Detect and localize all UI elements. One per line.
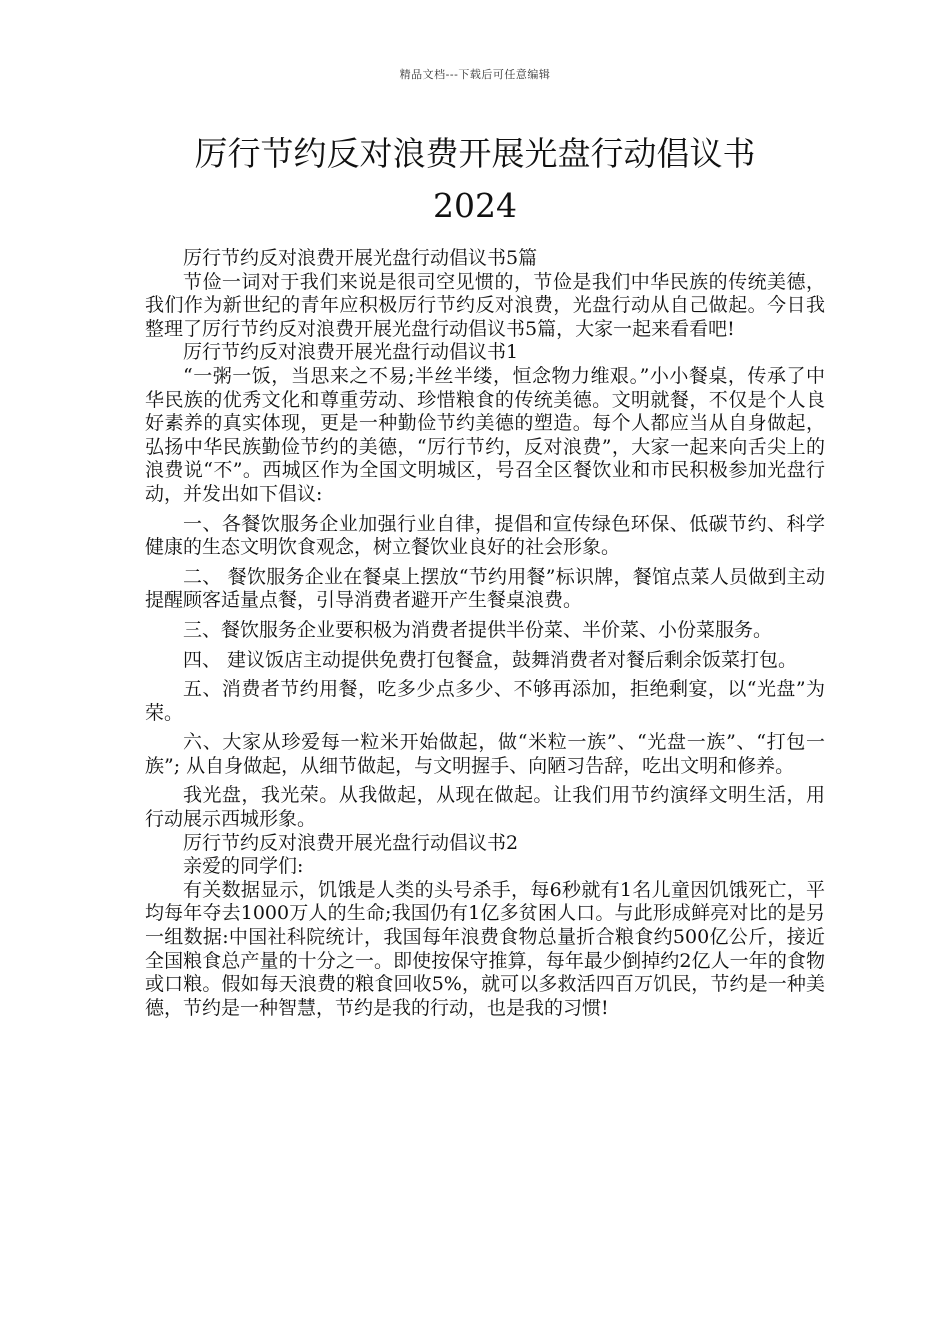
paragraph-heading: 厉行节约反对浪费开展光盘行动倡议书5篇 — [183, 247, 538, 269]
proposal-item-6: 六、大家从珍爱每一粒米开始做起，做“米粒一族”、“光盘一族”、“打包一族”; 从自身做起，从细节做起，与文明握手、向陋习告辞，吃出文明和修养。 — [145, 731, 825, 777]
header-note: 精品文档---下载后可任意编辑 — [399, 68, 551, 81]
paragraph: “一粥一饭，当思来之不易;半丝半缕，恒念物力维艰。”小小餐桌，传承了中华民族的优秀文化和尊重劳动、珍惜粮食的传统美德。文明就餐，不仅是个人良好素养的真实体现，更是一种勤俭节约美德的塑造。每个人都应当从自身做起，弘扬中华民族勤俭节约的美德，“厉行节约，反对浪费”，大家一起来向舌尖上的浪费说“不”。西城区作为全国文明城区，号召全区餐饮业和市民积极参加光盘行动，并发出如下倡议: — [145, 364, 825, 505]
document-body — [145, 247, 825, 1020]
paragraph-closing: 我光盘，我光荣。从我做起，从现在做起。让我们用节约演绎文明生活，用行动展示西城形象。 — [145, 784, 825, 831]
title-line-1: 厉行节约反对浪费开展光盘行动倡议书 — [194, 134, 756, 173]
section-heading-2: 厉行节约反对浪费开展光盘行动倡议书2 — [183, 831, 519, 854]
salutation: 亲爱的同学们: — [183, 855, 304, 878]
document-title — [100, 128, 850, 232]
proposal-item-4: 四、 建议饭店主动提供免费打包餐盒，鼓舞消费者对餐后剩余饭菜打包。 — [183, 648, 798, 671]
proposal-item-1: 一、各餐饮服务企业加强行业自律，提倡和宣传绿色环保、低碳节约、科学健康的生态文明饮食观念，树立餐饮业良好的社会形象。 — [145, 512, 825, 559]
proposal-item-2: 二、 餐饮服务企业在餐桌上摆放“节约用餐”标识牌，餐馆点菜人员做到主动提醒顾客适量点餐，引导消费者避开产生餐桌浪费。 — [145, 565, 825, 612]
paragraph: 有关数据显示，饥饿是人类的头号杀手，每6秒就有1名儿童因饥饿死亡，平均每年夺去1000万人的生命;我国仍有1亿多贫困人口。与此形成鲜亮对比的是另一组数据:中国社科院统计，我国每年浪费食物总量折合粮食约500亿公斤，接近全国粮食总产量的十分之一。即使按保守推算，每年最少倒掉约2亿人一年的食物或口粮。假如每天浪费的粮食回收5%，就可以多救活四百万饥民，节约是一种美德，节约是一种智慧，节约是我的行动，也是我的习惯! — [145, 878, 825, 1019]
section-heading-1: 厉行节约反对浪费开展光盘行动倡议书1 — [183, 341, 519, 364]
proposal-item-5: 五、消费者节约用餐，吃多少点多少、不够再添加，拒绝剩宴，以“光盘”为荣。 — [145, 678, 825, 724]
paragraph-intro: 节俭一词对于我们来说是很司空见惯的，节俭是我们中华民族的传统美德，我们作为新世纪的青年应积极厉行节约反对浪费，光盘行动从自己做起。今日我整理了厉行节约反对浪费开展光盘行动倡议书5篇，大家一起来看看吧! — [145, 270, 825, 340]
proposal-item-3: 三、餐饮服务企业要积极为消费者提供半份菜、半价菜、小份菜服务。 — [183, 618, 773, 641]
title-line-2: 2024 — [433, 186, 517, 225]
